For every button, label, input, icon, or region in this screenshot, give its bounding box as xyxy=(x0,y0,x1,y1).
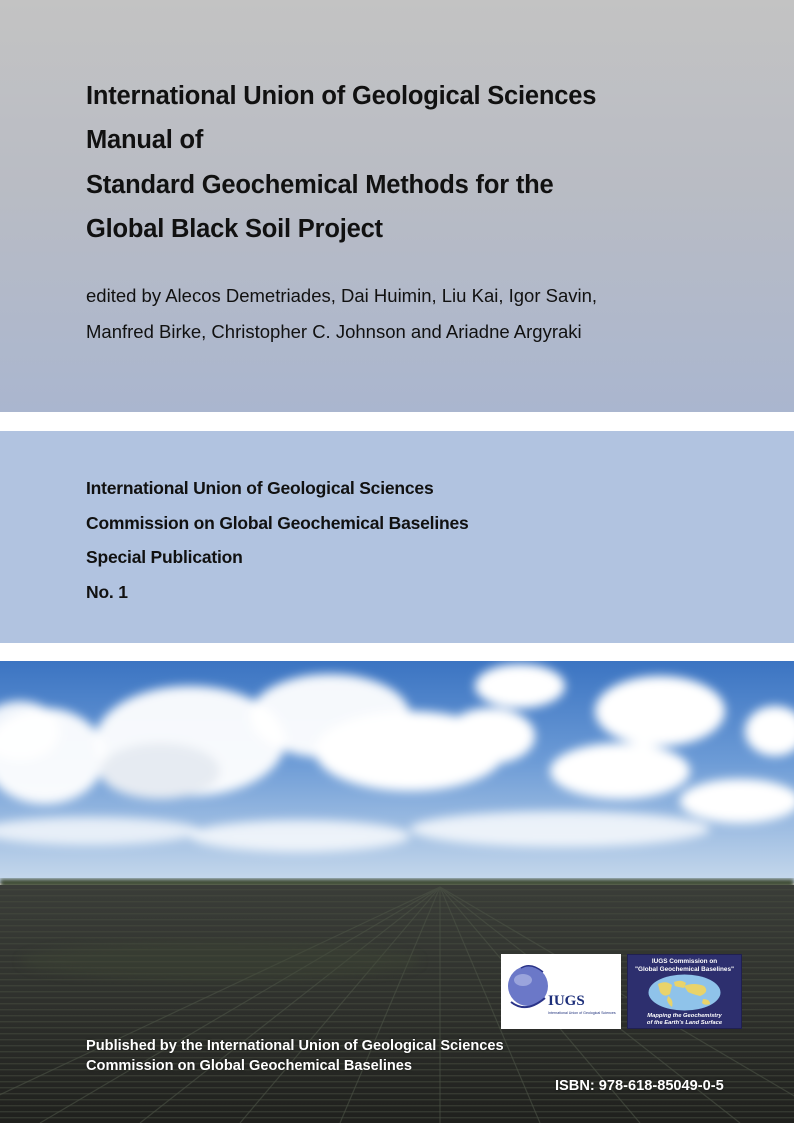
publisher-line-1: Published by the International Union of Geological Sciences xyxy=(86,1038,504,1054)
publisher-line-2: Commission on Global Geochemical Baselines xyxy=(86,1057,413,1074)
globe-icon xyxy=(501,954,621,1029)
cgb-title-line-1: IUGS Commission on xyxy=(651,958,718,965)
iugs-subtitle: International Union of Geological Sciences xyxy=(548,1011,616,1015)
isbn-label: ISBN: 978-618-85049-0-5 xyxy=(555,1078,724,1094)
title-line-3: Standard Geochemical Methods for the xyxy=(86,170,554,199)
cgb-title-line-2: "Global Geochemical Baselines" xyxy=(634,966,735,973)
editors-block xyxy=(86,278,597,350)
cgb-tagline-1: Mapping the Geochemistry xyxy=(647,1013,722,1019)
world-map-icon xyxy=(648,974,721,1011)
book-title xyxy=(86,74,596,251)
title-line-2: Manual of xyxy=(86,126,204,155)
iugs-acronym: IUGS xyxy=(548,993,585,1009)
editors-line-1: edited by Alecos Demetriades, Dai Huimin, Liu Kai, Igor Savin, xyxy=(86,285,598,306)
series-line-1: International Union of Geological Sciences xyxy=(86,478,434,498)
publisher-block xyxy=(86,1037,504,1076)
cgb-tagline-2: of the Earth's Land Surface xyxy=(646,1020,723,1026)
iugs-logo xyxy=(501,954,621,1029)
title-line-4: Global Black Soil Project xyxy=(86,214,383,243)
series-line-3: Special Publication xyxy=(86,547,243,568)
series-info xyxy=(86,471,469,609)
editors-line-2: Manfred Birke, Christopher C. Johnson and Ariadne Argyraki xyxy=(86,321,582,342)
cgb-logo xyxy=(627,954,742,1029)
series-line-2: Commission on Global Geochemical Baselines xyxy=(86,512,469,533)
series-line-4: No. 1 xyxy=(86,581,128,602)
title-line-1: International Union of Geological Sciences xyxy=(86,82,597,110)
